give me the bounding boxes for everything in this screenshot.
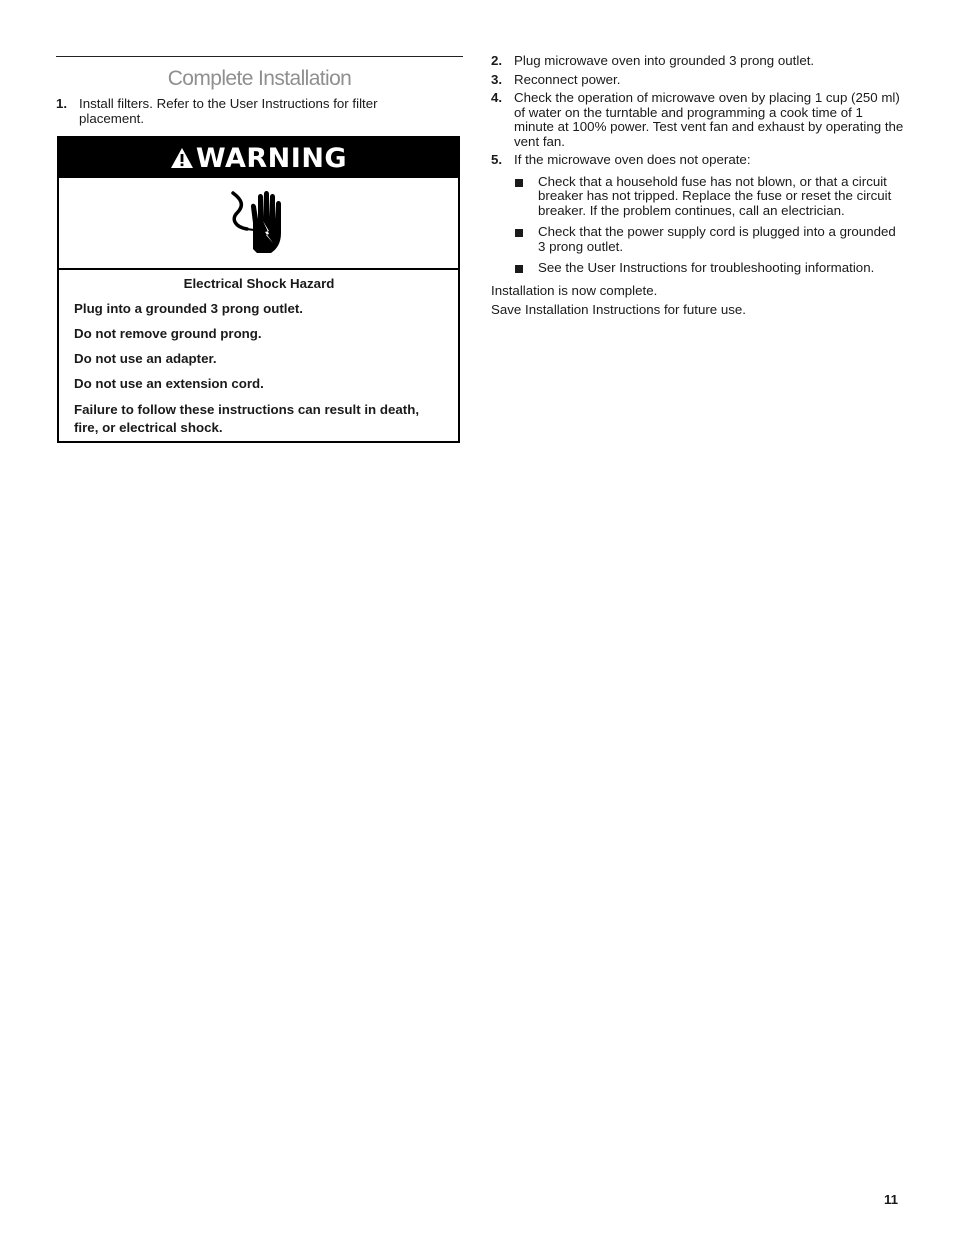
warning-title: WARNING	[195, 142, 348, 174]
warning-text	[59, 270, 458, 437]
warning-line: Plug into a grounded 3 prong outlet.	[74, 301, 303, 316]
step-number: 4.	[491, 90, 503, 105]
step-number: 3.	[491, 71, 503, 87]
save-note: Save Installation Instructions for future use.	[491, 301, 746, 317]
right-column	[491, 54, 906, 321]
step-5	[491, 153, 906, 168]
bullet-text: Check that the power supply cord is plugged into a grounded 3 prong outlet.	[538, 224, 896, 254]
step-text: Install filters. Refer to the User Instructions for filter placement.	[79, 96, 378, 126]
warning-box	[57, 136, 460, 443]
step-text: Reconnect power.	[514, 71, 621, 87]
page-number: 11	[883, 1192, 898, 1207]
section-divider	[56, 56, 463, 57]
completion-note: Installation is now complete.	[491, 282, 658, 298]
bullet-text: See the User Instructions for troubleshooting information.	[538, 260, 875, 275]
step-text: Plug microwave oven into grounded 3 prong outlet.	[514, 53, 815, 68]
warning-line: Do not use an extension cord.	[74, 376, 264, 391]
step-3	[491, 73, 906, 88]
step-1	[56, 96, 419, 126]
warning-line: Do not use an adapter.	[74, 351, 217, 366]
section-title: Complete Installation	[167, 67, 352, 90]
bullet-item	[491, 175, 906, 219]
step-text: Check the operation of microwave oven by placing 1 cup (250 ml) of water on the turntable and programming a cook time of 1 minute at 100% power. Test vent fan and exhaust by operating the vent fan.	[514, 90, 904, 149]
warning-line: Do not remove ground prong.	[74, 326, 262, 341]
square-bullet-icon	[515, 179, 523, 187]
square-bullet-icon	[515, 229, 523, 237]
step-2	[491, 54, 906, 69]
bullet-text: Check that a household fuse has not blown, or that a circuit breaker has not tripped. Replace the fuse or reset the circuit breaker. If the problem continues, call an electrician.	[538, 173, 892, 218]
step-4	[491, 91, 906, 149]
step-number: 1.	[56, 96, 68, 111]
warning-line: Failure to follow these instructions can result in death, fire, or electrical shock.	[74, 402, 420, 435]
bullet-item	[491, 225, 906, 254]
step-number: 5.	[491, 152, 503, 167]
left-column	[56, 56, 463, 126]
square-bullet-icon	[515, 265, 523, 273]
step-number: 2.	[491, 53, 503, 68]
electric-shock-hand-icon	[223, 187, 295, 259]
hazard-title: Electrical Shock Hazard	[183, 276, 335, 291]
bullet-item	[491, 261, 906, 276]
warning-header	[59, 138, 458, 178]
warning-triangle-icon	[170, 147, 194, 169]
hazard-icon-area	[59, 178, 458, 270]
step-text: If the microwave oven does not operate:	[514, 152, 751, 167]
